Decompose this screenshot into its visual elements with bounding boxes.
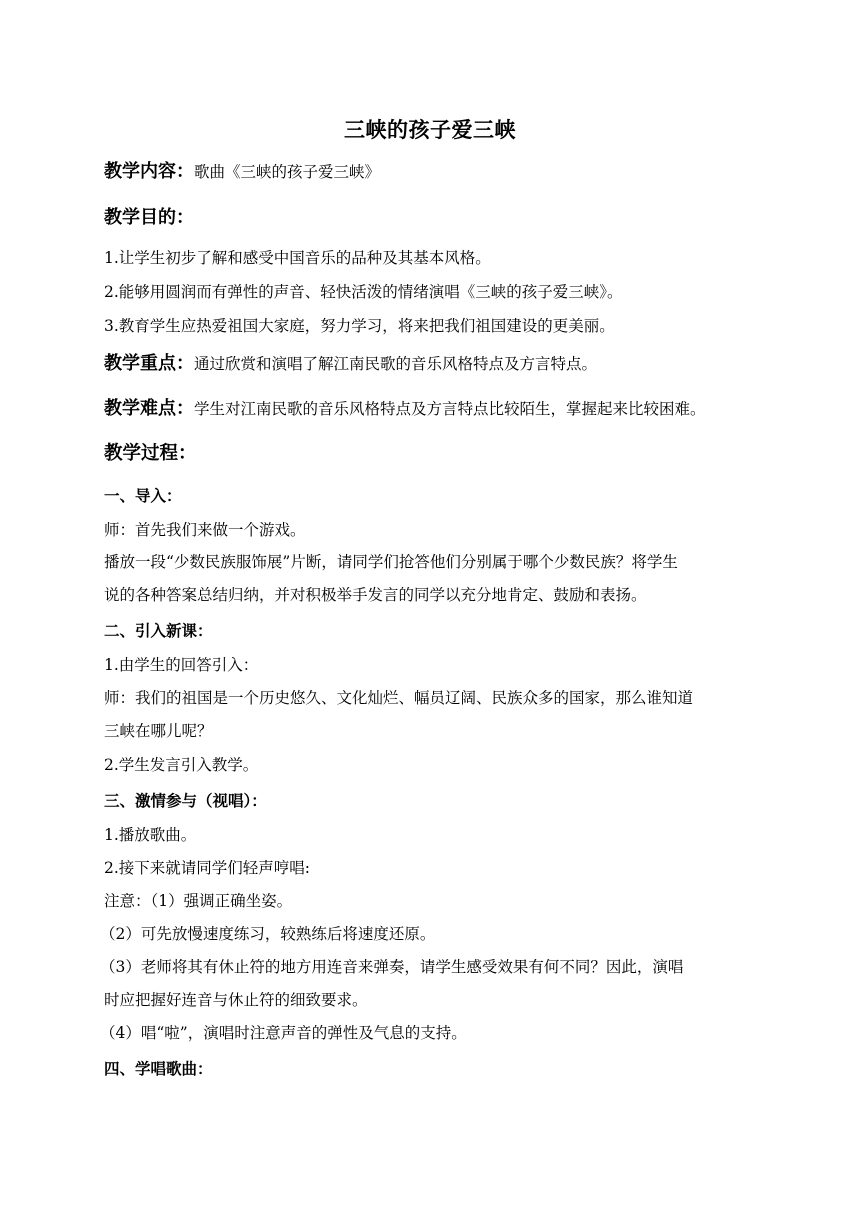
teaching-keypoint-label: 教学重点： bbox=[104, 353, 194, 374]
section-3-line-6: 时应把握好连音与休止符的细致要求。 bbox=[104, 991, 368, 1009]
goal-item-1: 1.让学生初步了解和感受中国音乐的品种及其基本风格。 bbox=[104, 249, 491, 267]
section-2-line-4: 2.学生发言引入教学。 bbox=[104, 756, 259, 774]
teaching-content-text: 歌曲《三峡的孩子爱三峡》 bbox=[194, 163, 381, 181]
section-2-line-3: 三峡在哪儿呢？ bbox=[104, 722, 213, 740]
teaching-content bbox=[104, 160, 764, 184]
teaching-keypoint bbox=[104, 352, 764, 376]
section-3-line-1: 1.播放歌曲。 bbox=[104, 826, 197, 844]
teaching-keypoint-text: 通过欣赏和演唱了解江南民歌的音乐风格特点及方言特点。 bbox=[194, 355, 598, 373]
section-3-line-3: 注意：（1）强调正确坐姿。 bbox=[104, 892, 293, 910]
section-2-line-1: 1.由学生的回答引入： bbox=[104, 656, 259, 674]
section-3-title: 三、激情参与（视唱）： bbox=[104, 791, 267, 810]
document-title: 三峡的孩子爱三峡 bbox=[344, 117, 516, 142]
teaching-content-label: 教学内容： bbox=[104, 161, 194, 182]
section-3-line-2: 2.接下来就请同学们轻声哼唱: bbox=[104, 859, 311, 877]
teaching-difficulty-text: 学生对江南民歌的音乐风格特点及方言特点比较陌生，掌握起来比较困难。 bbox=[194, 400, 706, 418]
teaching-process-label: 教学过程： bbox=[104, 443, 197, 464]
section-4-title: 四、学唱歌曲： bbox=[104, 1059, 213, 1078]
section-1-title: 一、导入： bbox=[104, 486, 182, 505]
teaching-difficulty bbox=[104, 397, 764, 421]
section-2-title: 二、引入新课： bbox=[104, 621, 213, 640]
goal-item-2: 2.能够用圆润而有弹性的声音、轻快活泼的情绪演唱《三峡的孩子爱三峡》。 bbox=[104, 283, 623, 301]
section-3-line-5: （3）老师将其有休止符的地方用连音来弹奏，请学生感受效果有何不同？因此，演唱 bbox=[100, 958, 684, 976]
goal-item-3: 3.教育学生应热爱祖国大家庭，努力学习，将来把我们祖国建设的更美丽。 bbox=[104, 317, 615, 335]
teaching-goals-label: 教学目的： bbox=[104, 207, 194, 228]
section-1-line-2: 播放一段“少数民族服饰展”片断，请同学们抢答他们分别属于哪个少数民族？将学生 bbox=[104, 553, 678, 571]
section-2-line-2: 师：我们的祖国是一个历史悠久、文化灿烂、幅员辽阔、民族众多的国家，那么谁知道 bbox=[104, 689, 694, 707]
teaching-difficulty-label: 教学难点： bbox=[104, 398, 194, 419]
section-3-line-4: （2）可先放慢速度练习，较熟练后将速度还原。 bbox=[100, 925, 436, 943]
section-1-line-1: 师：首先我们来做一个游戏。 bbox=[104, 521, 306, 539]
section-1-line-3: 说的各种答案总结归纳，并对积极举手发言的同学以充分地肯定、鼓励和表扬。 bbox=[104, 586, 647, 604]
section-3-line-7: （4）唱“啦”，演唱时注意声音的弹性及气息的支持。 bbox=[100, 1024, 467, 1042]
